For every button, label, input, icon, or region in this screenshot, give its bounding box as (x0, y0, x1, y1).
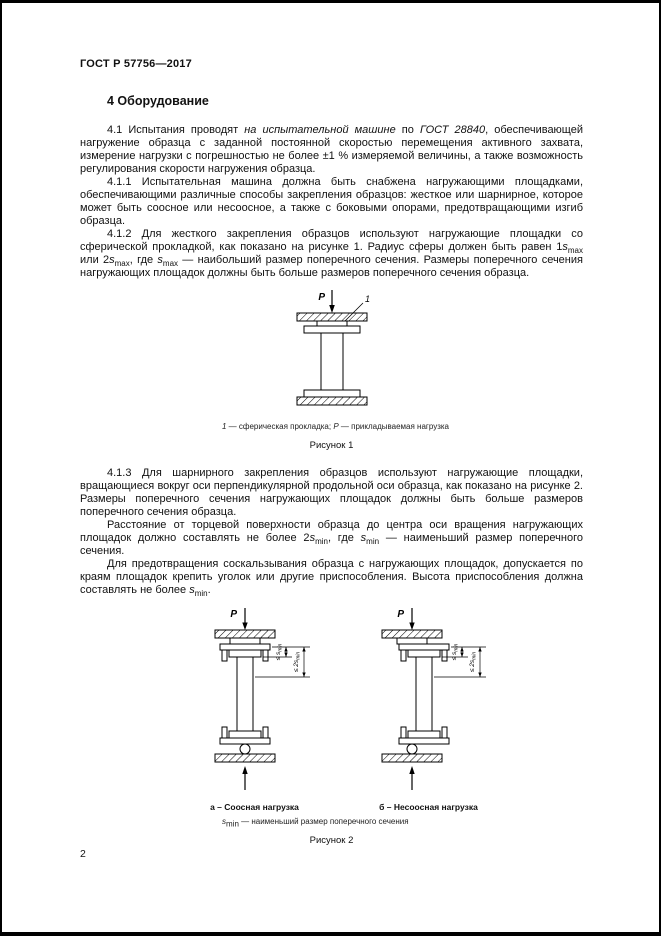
top-support-hatch (297, 313, 367, 321)
figure-2b-drawing (354, 605, 504, 795)
reaction-arrow-up (409, 766, 414, 790)
paragraph-4-1-3 (80, 467, 583, 519)
text-run: , обеспечивающей нагружение образца с заданной постоянной скоростью перемещения активного захвата, измерение нагрузки с погрешностью не более ±1 % измеряемой величины, а также возможность регулирования скорости нагружения образца. (80, 124, 583, 175)
caption-key-1: 1 (222, 422, 227, 431)
text-run: или 2 (80, 254, 110, 266)
text-run-italic: на испытательной машине (244, 124, 396, 136)
specimen-bottom-flange (229, 731, 261, 738)
symbol-s: s (309, 532, 316, 544)
caption-text: — прикладываемая нагрузка (338, 422, 449, 431)
text-run: . (207, 584, 211, 596)
section-title: 4 Оборудование (107, 94, 209, 108)
bottom-support-hatch (382, 754, 442, 762)
subscript-min: min (315, 537, 328, 547)
symbol-s: s (189, 584, 195, 596)
dimension-label-smin: ≤ $s_{min}$ (450, 643, 459, 661)
text-run: , где (327, 532, 361, 544)
specimen-bottom-flange (408, 731, 440, 738)
specimen (237, 657, 253, 731)
hinge-roller (240, 744, 250, 754)
dimension-label-smin: ≤ $s_{min}$ (274, 643, 283, 661)
figure-1-drawing (247, 288, 417, 412)
figure-2 (100, 605, 583, 812)
specimen-top-flange (408, 650, 440, 657)
figure-1-label: Рисунок 1 (309, 440, 354, 451)
caption-text: — наименьший размер поперечного сечения (238, 817, 409, 826)
figure-2a-label: а – Соосная нагрузка (210, 802, 299, 812)
angle-tab (222, 650, 227, 661)
paragraph-4-1 (80, 124, 583, 176)
angle-tab (442, 650, 447, 661)
figure-2b (354, 605, 504, 812)
page-number: 2 (80, 848, 86, 860)
bottom-loading-plate (304, 390, 360, 397)
specimen-top-flange (229, 650, 261, 657)
text-run: по (395, 124, 420, 136)
caption-key-p: Р (333, 422, 339, 431)
hinge-block (397, 638, 427, 644)
text-run: — наименьший размер поперечного сечения. (80, 532, 583, 557)
paragraph-4-1-2 (80, 228, 583, 280)
angle-tab (401, 727, 406, 738)
part-number-1: 1 (364, 294, 370, 304)
reaction-arrow-up (242, 766, 247, 790)
load-label-p: P (317, 292, 325, 303)
subscript-min: min (226, 819, 239, 829)
figure-2b-label: б – Несоосная нагрузка (379, 802, 478, 812)
bottom-support-hatch (215, 754, 275, 762)
paragraph-4-1-3c (80, 558, 583, 597)
symbol-s: s (109, 254, 115, 266)
symbol-s: s (157, 254, 163, 266)
figure-2a (180, 605, 330, 812)
top-support-hatch (382, 630, 442, 638)
text-run: 4.1 Испытания проводят (107, 124, 245, 136)
load-arrow-down (329, 290, 335, 313)
dimension-label-2smin: ≤ $2s_{min}$ (468, 651, 477, 673)
text-run: 4.1.1 Испытательная машина должна быть снабжена нагружающими площадками, обеспечивающими различные способы закрепления образцов: жесткое или шарнирное, которое может быть соосное или несоосное, а также с боковыми опорами, предотвращающими изгиб образца. (80, 176, 583, 227)
load-label-p: P (229, 609, 237, 620)
figure-2a-drawing (180, 605, 330, 795)
figure-1-caption (222, 422, 583, 431)
subscript-max: max (567, 246, 583, 256)
top-support-hatch (215, 630, 275, 638)
top-loading-plate (220, 644, 270, 650)
spherical-washer (317, 321, 347, 326)
subscript-max: max (162, 259, 179, 269)
text-run: Расстояние от торцевой поверхности образца до центра оси вращения нагружающих площадок должно составлять не более 2 (80, 519, 583, 544)
text-run: 4.1.3 Для шарнирного закрепления образцов используют нагружающие площадки, вращающиеся вокруг оси перпендикулярной продольной оси образца, как показано на рисунке 2. Размеры поперечного сечения нагружающих площадок должны быть больше размеров поперечного сечения образца. (80, 467, 583, 518)
hinge-block (230, 638, 260, 644)
subscript-max: max (114, 259, 130, 269)
load-label-p: P (396, 609, 404, 620)
specimen (321, 333, 343, 390)
figure-2-label: Рисунок 2 (309, 835, 354, 846)
text-run: , где (129, 254, 158, 266)
bottom-loading-plate (220, 738, 270, 744)
symbol-s: s (360, 532, 367, 544)
paragraph-4-1-1 (80, 176, 583, 228)
figure-1 (80, 288, 583, 417)
angle-tab (401, 650, 406, 661)
text-run: 4.1.2 Для жесткого закрепления образцов используют нагружающие площадки со сферической прокладкой, как показано на рисунке 1. Радиус сферы должен быть равен 1 (80, 228, 583, 253)
gost-reference: ГОСТ 28840 (419, 124, 486, 136)
specimen (416, 657, 432, 731)
symbol-s: s (222, 817, 226, 826)
bottom-loading-plate (399, 738, 449, 744)
hinge-roller (407, 744, 417, 754)
subscript-min: min (366, 537, 380, 547)
load-arrow-down (409, 608, 414, 630)
angle-tab (442, 727, 447, 738)
symbol-s: s (562, 241, 568, 253)
caption-text: — сферическая прокладка; (226, 422, 334, 431)
text-run: — наибольший размер поперечного сечения. Размеры поперечного сечения нагружающих площадок должны быть больше размеров поперечного сечения образца. (80, 254, 583, 279)
angle-tab (263, 727, 268, 738)
load-arrow-down (242, 608, 247, 630)
paragraph-4-1-3b (80, 519, 583, 558)
bottom-support-hatch (297, 397, 367, 405)
top-loading-plate (399, 644, 449, 650)
angle-tab (263, 650, 268, 661)
figure-2-caption (222, 817, 583, 829)
document-header: ГОСТ Р 57756—2017 (80, 58, 192, 70)
text-run: Для предотвращения соскальзывания образца с нагружающих площадок, допускается по краям площадок крепить уголок или другие приспособления. Высота приспособления должна составлять не более (80, 558, 583, 596)
top-loading-plate (304, 326, 360, 333)
angle-tab (222, 727, 227, 738)
subscript-min: min (194, 589, 208, 599)
dimension-label-2smin: ≤ $2s_{min}$ (292, 651, 301, 673)
